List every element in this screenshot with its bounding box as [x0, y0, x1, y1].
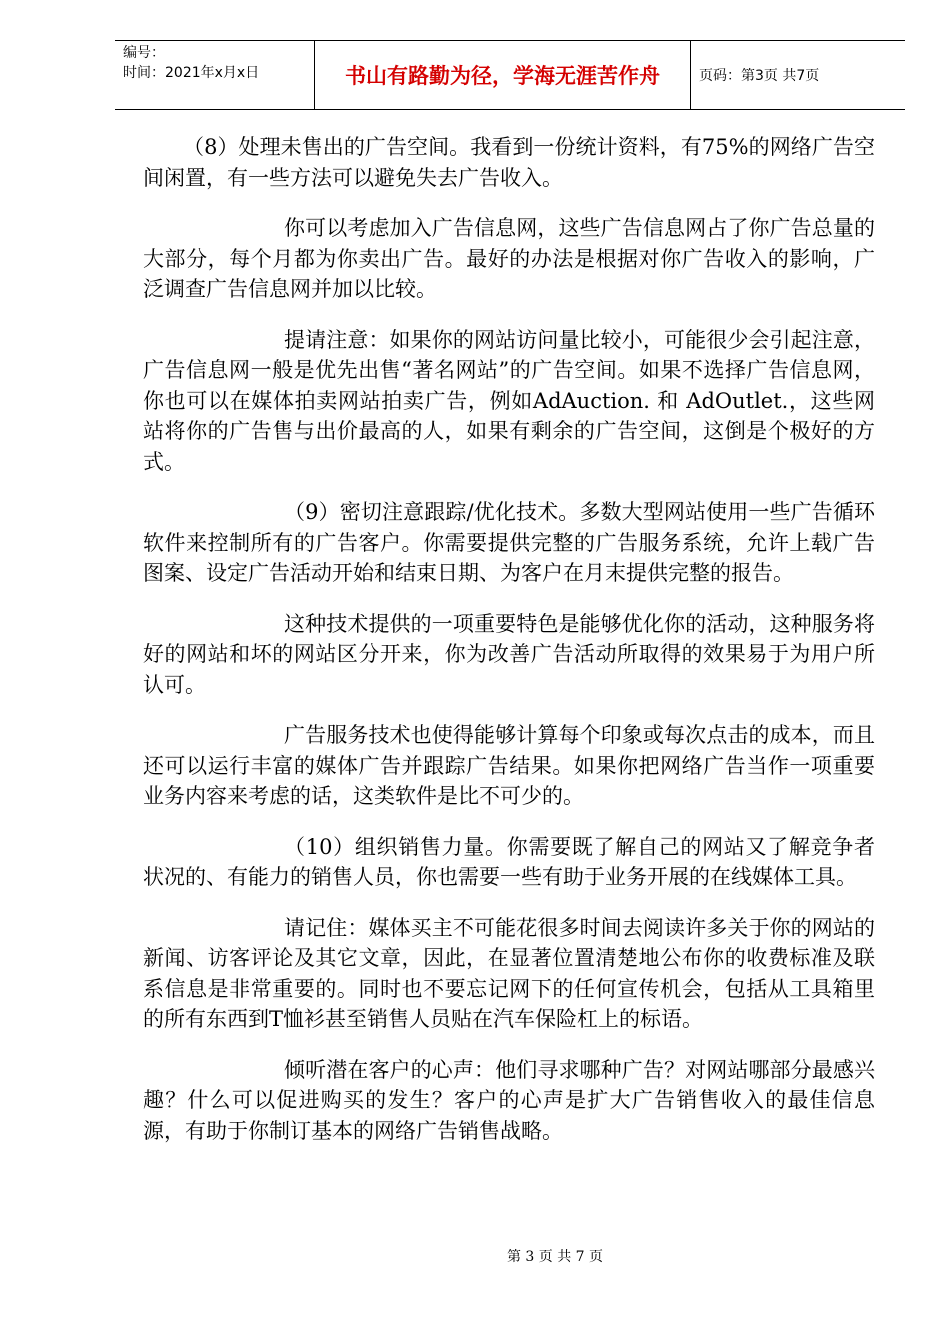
page-footer — [0, 1246, 950, 1266]
paragraph-optimization: 这种技术提供的一项重要特色是能够优化你的活动，这种服务将好的网站和坏的网站区分开来，你为改善广告活动所取得的效果易于为用户所认可。 — [143, 611, 875, 697]
serial-label: 编号： — [123, 45, 165, 61]
paragraph-9: （9）密切注意跟踪/优化技术。多数大型网站使用一些广告循环软件来控制所有的广告客户。你需要提供完整的广告服务系统，允许上载广告图案、设定广告活动开始和结束日期、为客户在月末提供完整的报告。 — [143, 500, 875, 585]
paragraph-notice: 提请注意：如果你的网站访问量比较小，可能很少会引起注意，广告信息网一般是优先出售“著名网站”的广告空间。如果不选择广告信息网，你也可以在媒体拍卖网站拍卖广告，例如AdAuction. 和 AdOutlet.，这些网站将你的广告售与出价最高的人，如果有剩余的广告空间，这倒是个极好的方式。 — [143, 327, 875, 474]
header-meta — [115, 41, 315, 109]
paragraph-8: （8）处理未售出的广告空间。我看到一份统计资料，有75%的网络广告空间闲置，有一些方法可以避免失去广告收入。 — [143, 135, 875, 190]
time-label: 时间：2021年x月x日 — [123, 65, 260, 81]
footer-page-number: 第 3 页 共 7 页 — [506, 1249, 604, 1265]
paragraph-listen: 倾听潜在客户的心声：他们寻求哪种广告？对网站哪部分最感兴趣？什么可以促进购买的发生？客户的心声是扩大广告销售收入的最佳信息源，有助于你制订基本的网络广告销售战略。 — [143, 1057, 875, 1143]
paragraph-ad-network: 你可以考虑加入广告信息网，这些广告信息网占了你广告总量的大部分，每个月都为你卖出广告。最好的办法是根据对你广告收入的影响，广泛调查广告信息网并加以比较。 — [143, 216, 875, 301]
page-header — [115, 40, 905, 110]
paragraph-10: （10）组织销售力量。你需要既了解自己的网站又了解竞争者状况的、有能力的销售人员，你也需要一些有助于业务开展的在线媒体工具。 — [143, 834, 875, 889]
paragraph-remember: 请记住：媒体买主不可能花很多时间去阅读许多关于你的网站的新闻、访客评论及其它文章，因此，在显著位置清楚地公布你的收费标准及联系信息是非常重要的。同时也不要忘记网下的任何宣传机会，包括从工具箱里的所有东西到T恤衫甚至销售人员贴在汽车保险杠上的标语。 — [143, 915, 875, 1031]
header-page-info: 页码：第3页 共7页 — [699, 68, 820, 84]
paragraph-ad-serving: 广告服务技术也使得能够计算每个印象或每次点击的成本，而且还可以运行丰富的媒体广告并跟踪广告结果。如果你把网络广告当作一项重要业务内容来考虑的话，这类软件是比不可少的。 — [143, 723, 875, 808]
document-body — [143, 132, 875, 1166]
header-motto: 书山有路勤为径，学海无涯苦作舟 — [315, 41, 691, 109]
